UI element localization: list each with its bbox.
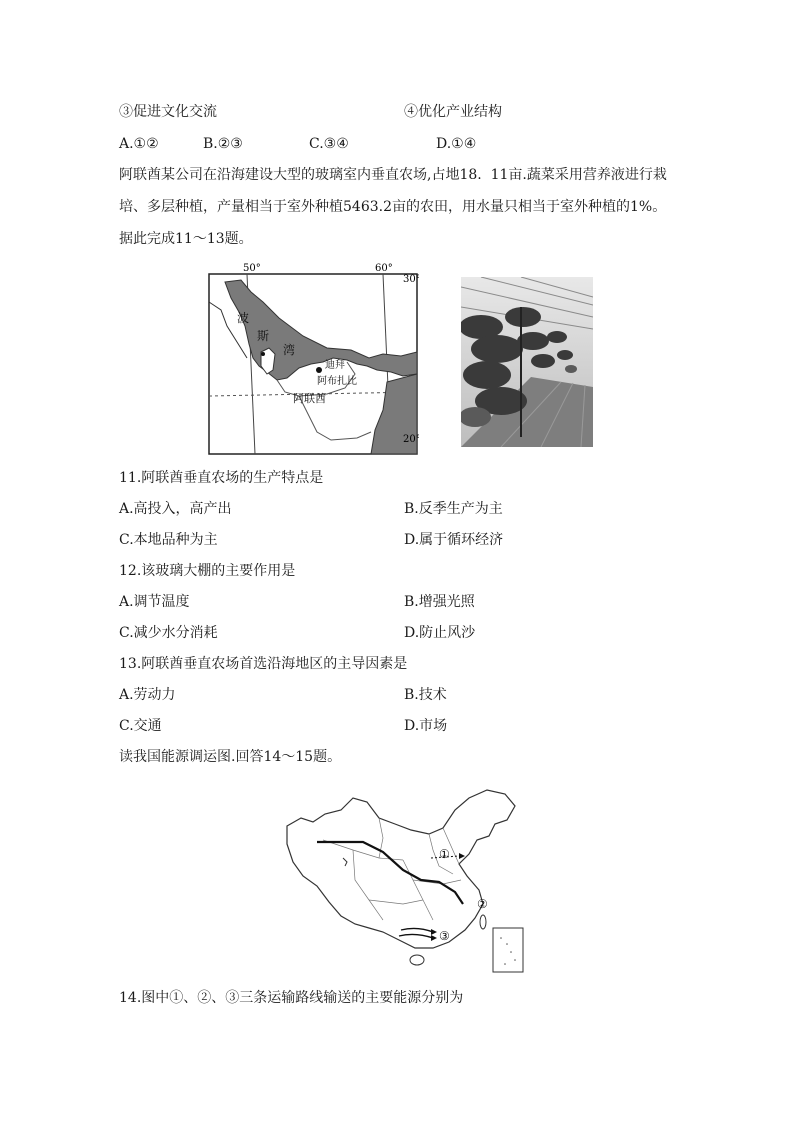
question-13-stem: 13.阿联酋垂直农场首选沿海地区的主导因素是 [119, 656, 408, 672]
uae-map [207, 262, 419, 456]
route-label-2: ② [477, 897, 488, 911]
vertical-farm-photo [461, 277, 593, 451]
map-label-uae: 阿联酋 [293, 392, 326, 405]
q11-option-c: C.本地品种为主 [119, 532, 218, 548]
q12-option-c: C.减少水分消耗 [119, 625, 218, 641]
question-11-stem: 11.阿联酋垂直农场的生产特点是 [119, 470, 324, 486]
option-4-text: ④优化产业结构 [404, 104, 502, 120]
map-label-dubai: 迪拜 [325, 360, 345, 371]
q12-option-a: A.调节温度 [119, 594, 190, 610]
question-12-stem: 12.该玻璃大棚的主要作用是 [119, 563, 296, 579]
route-label-3: ③ [439, 929, 450, 943]
map-label-bo: 波 [237, 311, 250, 325]
q13-option-b: B.技术 [404, 687, 447, 703]
intro-14-15: 读我国能源调运图.回答14～15题。 [119, 749, 342, 765]
route-label-1: ① [439, 847, 450, 861]
china-energy-map [283, 780, 525, 974]
lon-label-50: 50° [243, 263, 261, 274]
q11-option-b: B.反季生产为主 [404, 501, 503, 517]
answer-d: D.①④ [436, 136, 477, 152]
uae-map-figure [207, 262, 419, 460]
lat-label-20: 20° [403, 434, 419, 445]
map-label-si: 斯 [257, 329, 270, 343]
q12-option-b: B.增强光照 [404, 594, 475, 610]
answer-a: A.①② [119, 136, 159, 152]
intro-paragraph-11-13: 阿联酋某公司在沿海建设大型的玻璃室内垂直农场,占地18. 11亩.蔬菜采用营养液进行栽培、多层种植，产量相当于室外种植5463.2亩的农田，用水量只相当于室外种植的1%。据此完成11～13题。 [119, 167, 667, 247]
lon-label-60: 60° [375, 263, 393, 274]
answer-b: B.②③ [203, 136, 243, 152]
q13-option-a: A.劳动力 [119, 687, 176, 703]
map-label-abudhabi: 阿布扎比 [317, 376, 357, 387]
q13-option-d: D.市场 [404, 718, 448, 734]
lat-label-30: 30° [403, 274, 419, 285]
q13-option-c: C.交通 [119, 718, 162, 734]
map-label-wan: 湾 [283, 343, 296, 357]
option-3-text: ③促进文化交流 [119, 104, 217, 120]
answer-c: C.③④ [309, 136, 349, 152]
q12-option-d: D.防止风沙 [404, 625, 476, 641]
q11-option-a: A.高投入，高产出 [119, 501, 232, 517]
china-energy-map-figure [283, 780, 525, 978]
vertical-farm-image [461, 277, 593, 447]
question-14-stem: 14.图中①、②、③三条运输路线输送的主要能源分别为 [119, 990, 464, 1006]
q11-option-d: D.属于循环经济 [404, 532, 504, 548]
